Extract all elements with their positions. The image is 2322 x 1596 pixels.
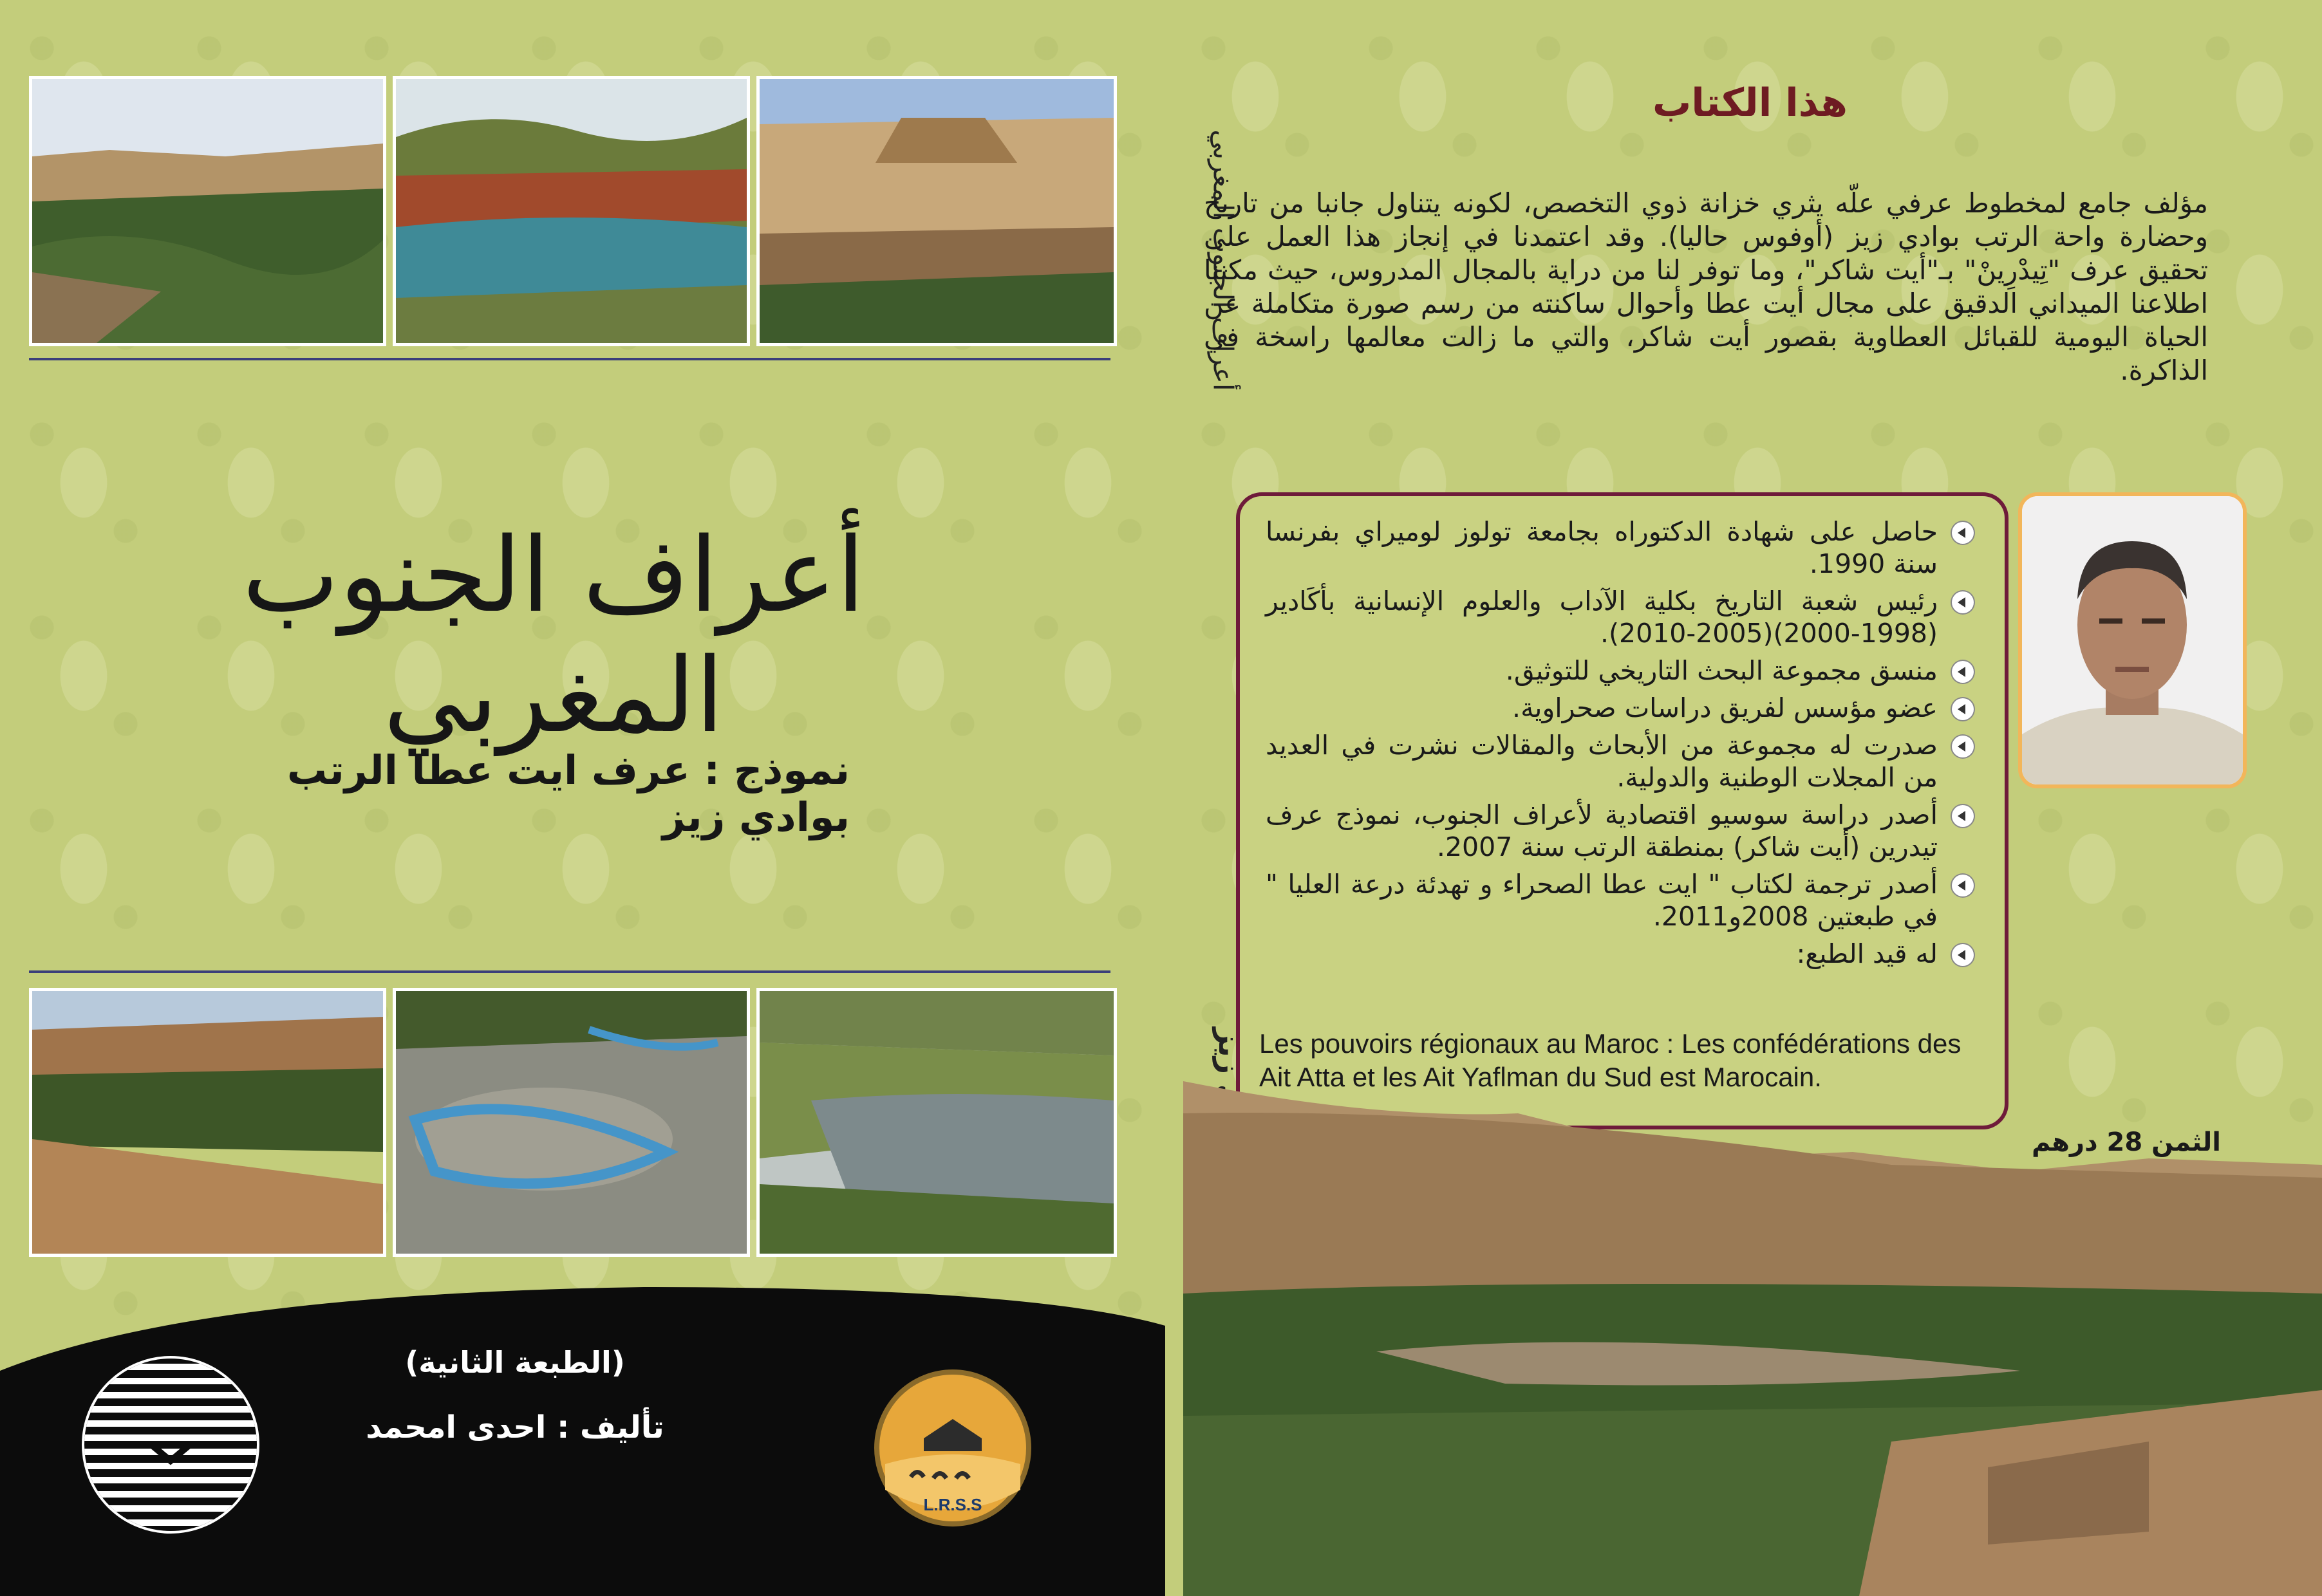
- bottom-divider: [29, 970, 1110, 973]
- play-bullet-icon: [1952, 698, 1974, 720]
- spine-title: أعراف الجنوب المغربي: [1207, 129, 1239, 391]
- bio-item: صدرت له مجموعة من الأبحاث والمقالات نشرت في العديد من المجلات الوطنية والدولية.: [1266, 729, 1974, 793]
- book-subtitle: نموذج : عرف ايت عطا الرتب بوادي زيز: [286, 747, 850, 840]
- price-label: الثمن 28 درهم: [2031, 1127, 2221, 1157]
- bio-item: رئيس شعبة التاريخ بكلية الآداب والعلوم الإنسانية بأكَادير (1998-2000)(2005-2010).: [1266, 585, 1974, 649]
- bio-item: أصدر دراسة سوسيو اقتصادية لأعراف الجنوب، نموذج عرف تيدرين (أيت شاكر) بمنطقة الرتب سنة 2007.: [1266, 799, 1974, 863]
- bio-item: حاصل على شهادة الدكتوراه بجامعة تولوز لوميراي بفرنسا سنة 1990.: [1266, 515, 1974, 580]
- photo-valley-landscape: [1183, 1081, 2322, 1596]
- lrss-logo-text: L.R.S.S: [923, 1495, 982, 1514]
- play-bullet-icon: [1952, 805, 1974, 827]
- photo-river-palms: [393, 76, 750, 346]
- back-heading: هذا الكتاب: [1652, 80, 1848, 125]
- play-bullet-icon: [1952, 875, 1974, 896]
- photo-oasis-valley: [29, 76, 386, 346]
- author-name: تأليف : احدى امحمد: [366, 1409, 664, 1445]
- play-bullet-icon: [1952, 591, 1974, 613]
- photo-ksar-mesa: [756, 76, 1117, 346]
- photo-stone-weir: [393, 988, 750, 1257]
- author-portrait: [2018, 492, 2247, 788]
- bio-item: له قيد الطبع:: [1266, 938, 1974, 970]
- play-bullet-icon: [1952, 661, 1974, 683]
- play-bullet-icon: [1952, 944, 1974, 966]
- book-title: أعراف الجنوب المغربي: [242, 515, 865, 756]
- edition-label: (الطبعة الثانية): [405, 1345, 625, 1380]
- play-bullet-icon: [1952, 522, 1974, 544]
- publisher-logo: [80, 1355, 261, 1535]
- play-bullet-icon: [1952, 736, 1974, 757]
- bio-forthcoming-title: Les pouvoirs régionaux au Maroc : Les confédérations des Ait Atta et les Ait Yaflman du Sud est Marocain.: [1259, 1028, 1962, 1092]
- author-bio-box: [1236, 492, 2008, 1129]
- lrss-logo: [872, 1368, 1033, 1528]
- author-bio-list: [1266, 515, 1974, 975]
- bio-item: أصدر ترجمة لكتاب " ايت عطا الصحراء و تهدئة درعة العليا " في طبعتين 2008و2011.: [1266, 868, 1974, 933]
- photo-valley-dusk: [29, 988, 386, 1257]
- top-divider: [29, 358, 1110, 360]
- back-description: مؤلف جامع لمخطوط عرفي علّه يثري خزانة ذوي التخصص، لكونه يتناول جانبا من تاريخ وحضارة واحة الرتب بوادي زيز (أوفوس حاليا). وقد اعتمدنا في إنجاز هذا العمل على تحقيق عرف "تِيدْرِينْ" بـ"أيت شاكر"، وما توفر لنا من دراية بالمجال المدروس، حيث مكننا اطلاعنا الميداني الدقيق على مجال أيت عطا وأحوال ساكنته من رسم صورة متكاملة عن الحياة اليومية للقبائل العطاوية بقصور أيت شاكر، والتي ما زالت معالمها راسخة في الذاكرة.: [1204, 187, 2208, 386]
- bio-item: عضو مؤسس لفريق دراسات صحراوية.: [1266, 692, 1974, 724]
- photo-river-reeds: [756, 988, 1117, 1257]
- bio-item: منسق مجموعة البحث التاريخي للتوثيق.: [1266, 654, 1974, 687]
